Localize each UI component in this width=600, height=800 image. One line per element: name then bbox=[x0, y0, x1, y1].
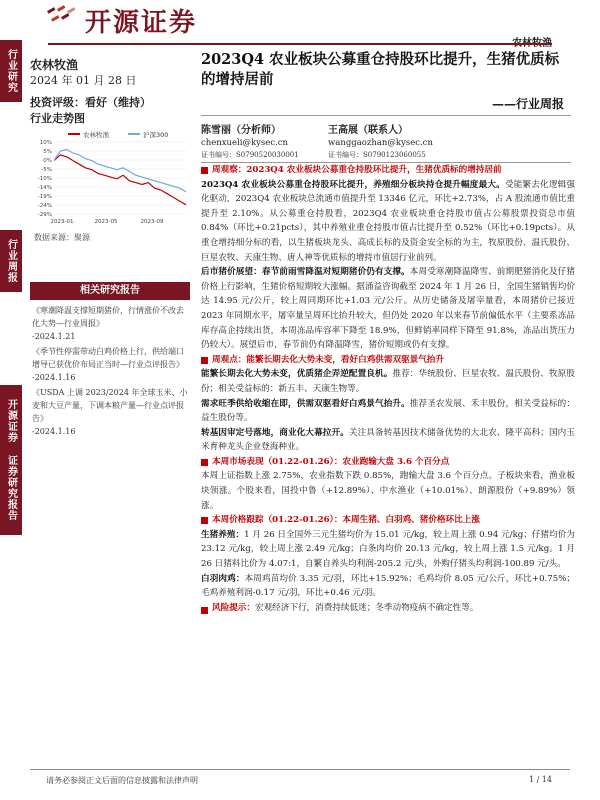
paragraph-lead: 生猪养殖： bbox=[201, 529, 245, 540]
author-name: 王高展（联系人） bbox=[328, 125, 408, 136]
paragraph-lead: 能繁长期去化大势未变，优质猪企弄逆配置良机。 bbox=[201, 369, 393, 380]
y-tick-label: -14% bbox=[37, 185, 52, 191]
paragraph-text: 受能繁去化逻辑强化驱动，2023Q4 农业板块总流通市值提升至 13346 亿元，环比+2.73%，占 A 股流通市值比重提升至 2.10%。从公募重仓持股看，2023Q4 农业板块重仓持股市值占公募股票投资总市值 0.84%（环比+0.21pcts），其中养殖业重仓持股市值占比提升至 0.52%（环比+0.19pcts）。从重仓增持细分标的看，以生猪板块龙头、高成长标的及资金安全标的为主，牧原股份、温氏股份、巨星农牧、天康生物、唐人神等优质标的增持市值居行业前列。 bbox=[201, 179, 575, 263]
paragraph bbox=[201, 397, 575, 426]
author-cert: 证书编号：S0790520030001 bbox=[201, 151, 299, 159]
report-title: 2023Q4 农业板块公募重仓持股环比提升，生猪优质标的增持居前 bbox=[201, 51, 560, 88]
paragraph bbox=[201, 265, 575, 353]
report-body bbox=[201, 163, 575, 615]
section-heading: 周观点：能繁长期去化大势未变，看好白鸡供需双驱景气抬升 bbox=[201, 353, 575, 368]
related-report-title[interactable]: 《季节性停需带动白鸡价格上行，供给端口增导已获优价布局正当时—行业点评报告》 bbox=[32, 347, 184, 369]
trend-chart-title: 行业走势图 bbox=[30, 112, 85, 125]
x-tick-label: 2023-09 bbox=[140, 219, 164, 225]
legend-label-hs300: 沪深300 bbox=[143, 131, 169, 139]
related-report-date: -2024.1.16 bbox=[32, 427, 76, 436]
paragraph-lead: 需求旺季供给收缩在即，供需双驱看好白鸡景气抬升。 bbox=[201, 398, 410, 409]
series-line-1 bbox=[54, 149, 186, 191]
y-tick-label: 10% bbox=[39, 140, 52, 146]
section-heading: 风险提示： bbox=[201, 603, 255, 613]
report-date: 2024 年 01 月 28 日 bbox=[30, 74, 137, 87]
y-tick-label: -29% bbox=[37, 212, 52, 218]
related-report-title[interactable]: 《寒潮降温支撑短期猪价，行情涨价不改去化大势—行业周报》 bbox=[32, 306, 184, 328]
paragraph-text: 本周上证指数上涨 2.75%，农业指数下跌 0.85%，跑输大盘 3.6 个百分点。子板块来看，渔业板块领涨。个股来看，国投中鲁（+12.89%）、中水渔业（+10.01%）、朗源股份（+9.89%）领涨。 bbox=[201, 471, 575, 511]
related-reports-header: 相关研究报告 bbox=[30, 282, 190, 300]
y-tick-label: -10% bbox=[37, 176, 52, 182]
author-cert: 证书编号：S0790123060055 bbox=[328, 151, 426, 159]
author-name: 陈雪丽（分析师） bbox=[201, 125, 281, 136]
related-reports-list bbox=[32, 304, 190, 440]
paragraph-text: 1 月 26 日全国外三元生猪均价为 15.01 元/kg，较上周上涨 0.94 元/kg；仔猪均价为 23.12 元/kg，较上周上涨 2.49 元/kg；白条肉均价 20.13 元/kg，较上周上涨 1.5 元/kg。1 月 26 日猪料比价为 4.07:1，自繁自养头均利润-205.2 元/头，外购仔猪头均利润-100.89 元/头。 bbox=[201, 529, 575, 570]
paragraph-lead: 白羽肉鸡： bbox=[201, 573, 245, 584]
x-tick-label: 2023-01 bbox=[50, 219, 74, 225]
paragraph bbox=[201, 426, 575, 455]
author-card bbox=[328, 121, 433, 160]
paragraph-text: 推荐圣农发展、禾丰股份，相关受益标的：益生股份等。 bbox=[201, 398, 575, 424]
paragraph-lead: 2023Q4 农业板块公募重仓持股环比提升，养殖细分板块持仓提升幅度最大。 bbox=[201, 179, 505, 190]
paragraph bbox=[201, 367, 575, 396]
sector-name: 农林牧渔 bbox=[30, 58, 79, 72]
page-number: 1 / 14 bbox=[528, 775, 552, 784]
paragraph-text: 本周鸡苗均价 3.35 元/羽，环比+15.92%；毛鸡均价 8.05 元/公斤，环比+0.75%；毛鸡养殖利润-0.17 元/羽，环比+0.46 元/羽。 bbox=[201, 573, 575, 599]
authors-block bbox=[201, 115, 571, 163]
section-heading: 本周市场表现（01.22-01.26）：农业跑输大盘 3.6 个百分点 bbox=[201, 455, 575, 470]
y-tick-label: -19% bbox=[37, 194, 52, 200]
paragraph-lead: 转基因审定号落地，商业化大幕拉开。 bbox=[201, 427, 349, 438]
paragraph bbox=[201, 178, 575, 266]
side-tab-kaiyuan-research: 开源证券 证券研究报告 bbox=[0, 385, 22, 535]
y-tick-label: -5% bbox=[41, 167, 52, 173]
side-tab-weekly-report: 行业周报 bbox=[0, 230, 22, 292]
trend-chart bbox=[30, 128, 190, 228]
footer-disclaimer: 请务必参阅正文后面的信息披露和法律声明 bbox=[46, 776, 198, 785]
paragraph-lead: 后市猪价展望：春节前雨雪降温对短期猪价仍有支撑。 bbox=[201, 267, 410, 278]
paragraph bbox=[201, 601, 575, 616]
investment-rating: 投资评级：看好（维持） bbox=[30, 96, 151, 109]
paragraph bbox=[201, 572, 575, 601]
report-subtitle: ——行业周报 bbox=[491, 97, 564, 111]
header-divider bbox=[48, 43, 552, 45]
related-report-date: -2024.1.16 bbox=[32, 373, 76, 382]
y-tick-label: 0% bbox=[43, 158, 52, 164]
side-tab-industry-research: 行业研究 bbox=[0, 40, 22, 102]
paragraph-text: 宏观经济下行，消费持续低迷；冬季动物疫病不确定性等。 bbox=[254, 602, 479, 613]
footer-divider bbox=[30, 769, 570, 770]
section-heading: 本周价格跟踪（01.22-01.26）：本周生猪、白羽鸡、猪价格环比上涨 bbox=[201, 513, 575, 528]
author-card bbox=[201, 121, 299, 160]
chart-source: 数据来源：聚源 bbox=[34, 233, 90, 242]
y-tick-label: 5% bbox=[43, 149, 52, 155]
related-report-date: -2024.1.21 bbox=[32, 332, 76, 341]
legend-label-agri: 农林牧渔 bbox=[83, 131, 109, 139]
logo-text: 开源证券 bbox=[85, 8, 198, 38]
paragraph bbox=[201, 528, 575, 572]
paragraph-text: 推荐：华统股份、巨星农牧、温氏股份、牧原股份；相关受益标的：新五丰、天康生物等。 bbox=[201, 369, 575, 394]
series-line-0 bbox=[54, 155, 186, 205]
y-tick-label: -24% bbox=[37, 203, 52, 209]
header-category-tag bbox=[512, 34, 552, 49]
x-tick-label: 2023-05 bbox=[94, 219, 118, 225]
author-email[interactable]: chenxueli@kysec.cn bbox=[201, 138, 289, 148]
section-heading: 周观察：2023Q4 农业板块公募重仓持股环比提升，生猪优质标的增持居前 bbox=[201, 163, 575, 178]
paragraph-text: 本周受寒潮降温降雪、前期肥猪消化及仔猪价格上行影响，生猪价格短期较大涨幅。据涌益咨询截至 2024 年 1 月 26 日，全国生猪销售均价达 14.95 元/公斤，较上周同期环比+1.03 元/公斤。从历史储备及屠宰量看，本周猪价已接近 2023 年同期水平，屠宰量呈周环比抬升较大，但仍处 2020 年以来春节前偏低水平（主要系冻品库存高企持续出货，本周冻品库容率下降至 18.9%，但鲜销率同样下降至 91.8%，冻品出货压力仍较大）。展望后市，春节前仍有降温降雪，猪价短期或仍有支撑。 bbox=[201, 267, 575, 351]
author-email[interactable]: wanggaozhan@kysec.cn bbox=[328, 138, 433, 148]
kaiyuan-logo-icon bbox=[45, 5, 79, 27]
paragraph-text: 关注具备转基因技术储备优势的大北农、隆平高科；国内玉米育种龙头企业登海种业。 bbox=[201, 427, 575, 453]
related-report-title[interactable]: 《USDA 上调 2023/2024 年全球玉米、小麦和大豆产量，下调本粮产量—行业点评报告》 bbox=[32, 388, 188, 423]
